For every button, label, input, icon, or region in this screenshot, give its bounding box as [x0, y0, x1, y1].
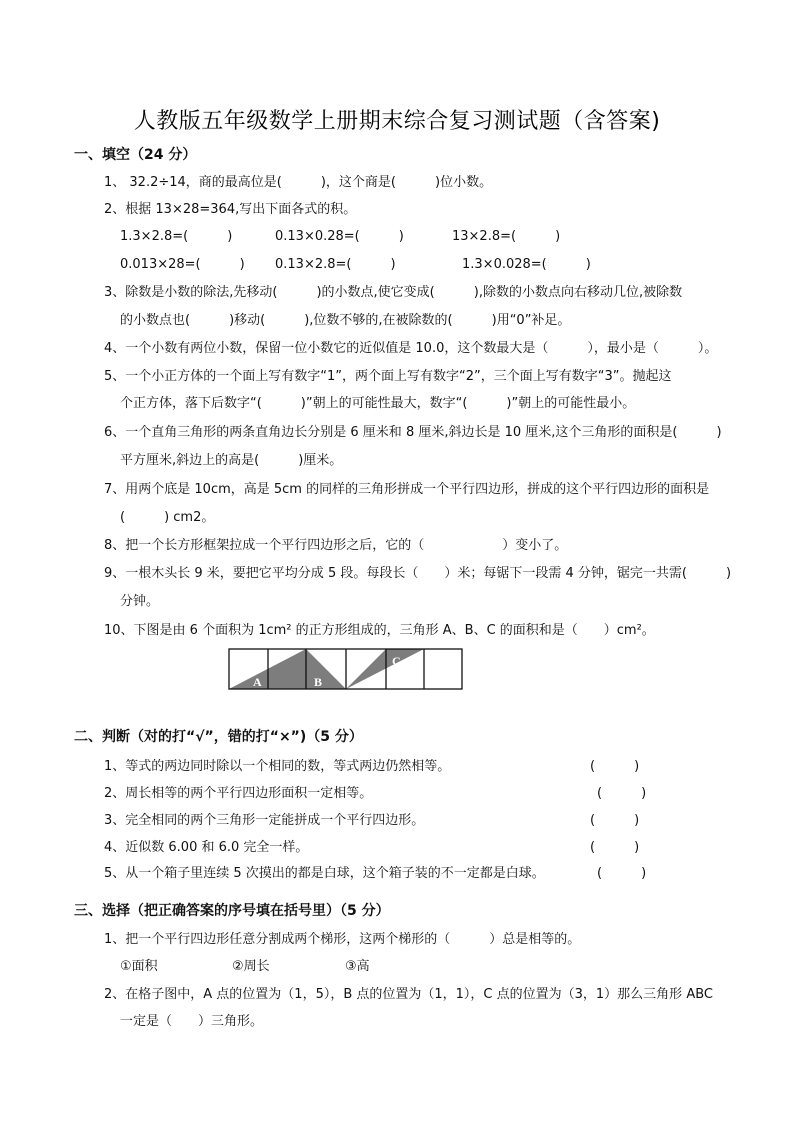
q7-line-1: 7、用两个底是 10cm，高是 5cm 的同样的三角形拼成一个平行四边形，拼成的这个平行四边形的面积是	[104, 482, 710, 497]
triangle-b	[306, 649, 346, 689]
judge-item-4: 4、近似数 6.00 和 6.0 完全一样。	[104, 840, 309, 855]
q4-line: 4、一个小数有两位小数，保留一位小数它的近似值是 10.0，这个数最大是（ ），最小是（ ）。	[104, 341, 718, 356]
q2-item-6: 1.3×0.028=( )	[462, 257, 591, 272]
choice-q2-line-1: 2、在格子图中，A 点的位置为（1，5），B 点的位置为（1，1），C 点的位置为（3，1）那么三角形 ABC	[104, 987, 713, 1002]
q5-line-1: 5、一个小正方体的一个面上写有数字“1”，两个面上写有数字“2”，三个面上写有数字“3”。抛起这	[104, 369, 672, 384]
choice-q1-option-1: ①面积	[120, 959, 158, 974]
q6-line-1: 6、一个直角三角形的两条直角边长分别是 6 厘米和 8 厘米,斜边长是 10 厘米,这个三角形的面积是( )	[104, 425, 722, 440]
q1-line: 1、 32.2÷14，商的最高位是( )，这个商是( )位小数。	[104, 175, 493, 190]
q9-line-2: 分钟。	[120, 594, 160, 609]
q10-line: 10、下图是由 6 个面积为 1cm² 的正方形组成的，三角形 A、B、C 的面积和是（ ）cm²。	[104, 623, 655, 638]
label-a: A	[253, 675, 262, 689]
section2-heading: 二、判断（对的打“√”，错的打“×”)（5 分）	[74, 729, 363, 745]
q2-item-3: 13×2.8=( )	[452, 229, 561, 244]
q8-line: 8、把一个长方形框架拉成一个平行四边形之后，它的（ ）变小了。	[104, 538, 568, 553]
label-b: B	[314, 675, 323, 689]
page-title: 人教版五年级数学上册期末综合复习测试题（含答案)	[133, 109, 661, 134]
judge-item-3: 3、完全相同的两个三角形一定能拼成一个平行四边形。	[104, 813, 425, 828]
judge-mark-4: ( )	[590, 840, 640, 855]
q2-item-2: 0.13×0.28=( )	[275, 229, 404, 244]
judge-mark-5: ( )	[597, 866, 647, 881]
q2-item-1: 1.3×2.8=( )	[120, 229, 233, 244]
choice-q2-line-2: 一定是（ ）三角形。	[120, 1014, 264, 1029]
judge-item-1: 1、等式的两边同时除以一个相同的数，等式两边仍然相等。	[104, 759, 451, 774]
q2-item-4: 0.013×28=( )	[120, 257, 245, 272]
squares-triangles-figure	[228, 648, 464, 692]
judge-item-5: 5、从一个箱子里连续 5 次摸出的都是白球，这个箱子装的不一定都是白球。	[104, 866, 545, 881]
q9-line-1: 9、一根木头长 9 米，要把它平均分成 5 段。每段长（ ）米；每锯下一段需 4 分钟，锯完一共需( )	[104, 566, 732, 581]
judge-item-2: 2、周长相等的两个平行四边形面积一定相等。	[104, 786, 373, 801]
section1-heading: 一、填空（24 分）	[74, 147, 197, 163]
q2-line: 2、根据 13×28=364,写出下面各式的积。	[104, 202, 357, 217]
q6-line-2: 平方厘米,斜边上的高是( )厘米。	[120, 453, 343, 468]
judge-mark-1: ( )	[590, 759, 640, 774]
choice-q1-option-2: ②周长	[232, 959, 270, 974]
judge-mark-2: ( )	[597, 786, 647, 801]
label-c: C	[392, 654, 401, 668]
section3-heading: 三、选择（把正确答案的序号填在括号里）（5 分）	[74, 903, 390, 919]
triangle-c	[346, 649, 424, 689]
choice-q1-line: 1、把一个平行四边形任意分割成两个梯形，这两个梯形的（ ）总是相等的。	[104, 932, 581, 947]
judge-mark-3: ( )	[590, 813, 640, 828]
q2-item-5: 0.13×2.8=( )	[275, 257, 396, 272]
q5-line-2: 个正方体，落下后数字“( )”朝上的可能性最大，数字“( )”朝上的可能性最小。	[120, 396, 636, 411]
q3-line-1: 3、除数是小数的除法,先移动( )的小数点,使它变成( ),除数的小数点向右移动几位,被除数	[104, 285, 683, 300]
q3-line-2: 的小数点也( )移动( ),位数不够的,在被除数的( )用“0”补足。	[120, 313, 571, 328]
choice-q1-option-3: ③高	[345, 959, 370, 974]
q7-line-2: ( ) cm2。	[120, 510, 215, 525]
